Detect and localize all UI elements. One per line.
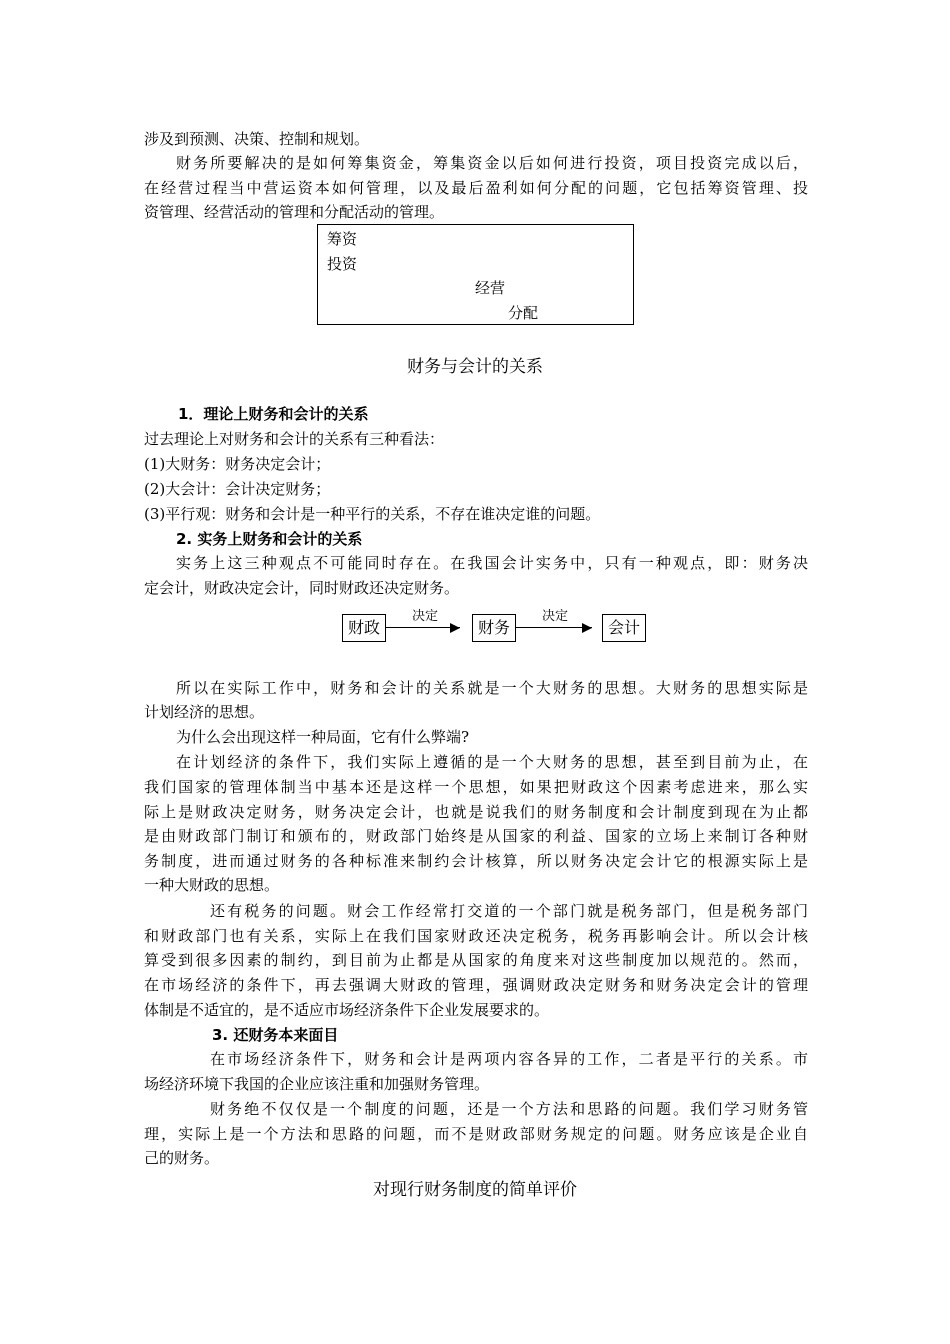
paragraph-line: 资管理、经营活动的管理和分配活动的管理。 [144, 203, 445, 221]
decision-flow-diagram [340, 610, 650, 646]
section-title: 对现行财务制度的简单评价 [373, 1180, 577, 1200]
paragraph-line: 理，实际上是一个方法和思路的问题，而不是财政部财务规定的问题。财务应该是企业自 [144, 1125, 808, 1143]
paragraph-line: 场经济环境下我国的企业应该注重和加强财务管理。 [144, 1075, 490, 1093]
paragraph-line: 在市场经济条件下，财务和会计是两项内容各异的工作，二者是平行的关系。市 [210, 1050, 808, 1068]
paragraph-line: 算受到很多因素的制约，到目前为止都是从国家的角度来对这些制度加以规范的。然而， [144, 951, 808, 969]
paragraph-line: 务制度，进而通过财务的各种标准来制约会计核算，所以财务决定会计它的根源实际上是 [144, 852, 808, 870]
paragraph-line: 在市场经济的条件下，再去强调大财政的管理，强调财政决定财务和财务决定会计的管理 [144, 976, 808, 994]
text-line: (3)平行观：财务和会计是一种平行的关系，不存在谁决定谁的问题。 [144, 505, 601, 523]
paragraph-line: 和财政部门也有关系，实际上在我们国家财政还决定税务，税务再影响会计。所以会计核 [144, 927, 808, 945]
flow-box-accounting: 会计 [602, 614, 646, 642]
paragraph-line: 在经营过程当中营运资本如何管理，以及最后盈利如何分配的问题，它包括筹资管理、投 [144, 179, 808, 197]
paragraph-line: 定会计，财政决定会计，同时财政还决定财务。 [144, 579, 460, 597]
section-title: 财务与会计的关系 [407, 357, 543, 377]
paragraph-line: 所以在实际工作中，财务和会计的关系就是一个大财务的思想。大财务的思想实际是 [176, 679, 808, 697]
paragraph-line: 一种大财政的思想。 [144, 876, 280, 894]
flow-label: 决定 [412, 609, 439, 624]
section-heading: 3. 还财务本来面目 [212, 1026, 339, 1044]
diagram-item-financing: 筹资 [327, 230, 358, 248]
intro-line: 涉及到预测、决策、控制和规划。 [144, 130, 370, 148]
text-line: 过去理论上对财务和会计的关系有三种看法： [144, 430, 445, 448]
text-line: (2)大会计：会计决定财务； [144, 480, 331, 498]
paragraph-line: 在计划经济的条件下，我们实际上遵循的是一个大财务的思想，甚至到目前为止，在 [176, 753, 808, 771]
paragraph-line: 实务上这三种观点不可能同时存在。在我国会计实务中，只有一种观点，即：财务决 [176, 554, 808, 572]
paragraph-line: 财务所要解决的是如何筹集资金，筹集资金以后如何进行投资，项目投资完成以后， [176, 154, 808, 172]
paragraph-line: 我们国家的管理体制当中基本还是这样一个思想，如果把财政这个因素考虑进来，那么实 [144, 778, 808, 796]
question-line: 为什么会出现这样一种局面，它有什么弊端? [176, 728, 470, 746]
diagram-item-distribution: 分配 [508, 304, 539, 322]
flow-label: 决定 [542, 609, 569, 624]
section-heading: 1．理论上财务和会计的关系 [178, 405, 369, 423]
paragraph-line: 体制是不适宜的，是不适应市场经济条件下企业发展要求的。 [144, 1001, 550, 1019]
paragraph-line: 际上是财政决定财务，财务决定会计，也就是说我们的财务制度和会计制度到现在为止都 [144, 803, 808, 821]
diagram-item-investing: 投资 [327, 255, 358, 273]
diagram-item-operating: 经营 [475, 279, 506, 297]
section-heading: 2. 实务上财务和会计的关系 [176, 530, 363, 548]
flow-box-fiscal: 财政 [342, 614, 386, 642]
arrow-head-icon [582, 623, 592, 633]
flow-arrow [386, 627, 460, 628]
flow-box-finance: 财务 [472, 614, 516, 642]
paragraph-line: 还有税务的问题。财会工作经常打交道的一个部门就是税务部门，但是税务部门 [210, 902, 808, 920]
flow-arrow [516, 627, 592, 628]
paragraph-line: 财务绝不仅仅是一个制度的问题，还是一个方法和思路的问题。我们学习财务管 [210, 1100, 808, 1118]
arrow-head-icon [450, 623, 460, 633]
text-line: (1)大财务：财务决定会计； [144, 455, 331, 473]
paragraph-line: 是由财政部门制订和颁布的，财政部门始终是从国家的利益、国家的立场上来制订各种财 [144, 827, 808, 845]
funds-diagram-box [317, 224, 634, 325]
paragraph-line: 计划经济的思想。 [144, 703, 265, 721]
paragraph-line: 己的财务。 [144, 1149, 220, 1167]
